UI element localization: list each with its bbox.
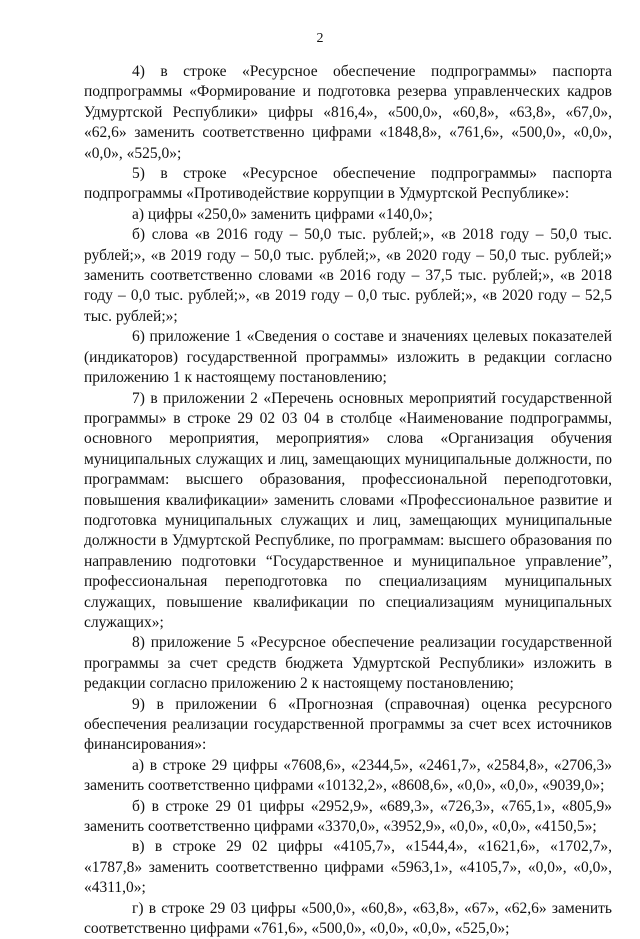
- paragraph-item-6: 6) приложение 1 «Сведения о составе и значениях целевых показателей (индикаторов) государственной программы» изложить в редакции согласно приложению 1 к настоящему постановлению;: [84, 328, 612, 387]
- page-number: 2: [316, 31, 324, 46]
- paragraph-subitem-9a: а) в строке 29 цифры «7608,6», «2344,5», «2461,7», «2584,8», «2706,3» заменить соответственно цифрами «10132,2», «8608,6», «0,0», «0,0», «9039,0»;: [84, 756, 612, 795]
- paragraph-subitem-9b: б) в строке 29 01 цифры «2952,9», «689,3», «726,3», «765,1», «805,9» заменить соответственно цифрами «3370,0», «3952,9», «0,0», «0,0», «4150,5»;: [84, 797, 612, 836]
- paragraph-item-5: 5) в строке «Ресурсное обеспечение подпрограммы» паспорта подпрограммы «Противодействие коррупции в Удмуртской Республике»:: [84, 165, 612, 203]
- paragraph-subitem-9g: г) в строке 29 03 цифры «500,0», «60,8», «63,8», «67», «62,6» заменить соответственно цифрами «761,6», «500,0», «0,0», «0,0», «525,0»;: [84, 899, 612, 938]
- paragraph-item-8: 8) приложение 5 «Ресурсное обеспечение реализации государственной программы за счет средств бюджета Удмуртской Республики» изложить в редакции согласно приложению 2 к настоящему постановлению;: [84, 634, 612, 693]
- paragraph-subitem-5b: б) слова «в 2016 году – 50,0 тыс. рублей;», «в 2018 году – 50,0 тыс. рублей;», «в 2019 году – 50,0 тыс. рублей;», «в 2020 году – 50,0 тыс. рублей;» заменить соответственно словами «в 2016 году – 37,5 тыс. рублей;», «в 2018 году – 0,0 тыс. рублей;», «в 2019 году – 0,0 тыс. рублей;», «в 2020 году – 52,5 тыс. рублей;»;: [84, 226, 612, 325]
- paragraph-item-9: 9) в приложении 6 «Прогнозная (справочная) оценка ресурсного обеспечения реализации государственной программы за счет всех источников финансирования»:: [84, 695, 612, 754]
- document-body: [84, 62, 612, 939]
- paragraph-subitem-9v: в) в строке 29 02 цифры «4105,7», «1544,4», «1621,6», «1702,7», «1787,8» заменить соответственно цифрами «5963,1», «4105,7», «0,0», «0,0», «4311,0»;: [84, 838, 612, 897]
- paragraph-item-4: 4) в строке «Ресурсное обеспечение подпрограммы» паспорта подпрограммы «Формирование и подготовка резерва управленческих кадров Удмуртской Республики» цифры «816,4», «500,0», «60,8», «63,8», «67,0», «62,6» заменить соответственно цифрами «1848,8», «761,6», «500,0», «0,0», «0,0», «525,0»;: [84, 63, 612, 162]
- paragraph-item-7: 7) в приложении 2 «Перечень основных мероприятий государственной программы» в строке 29 02 03 04 в столбце «Наименование подпрограммы, основного мероприятия, мероприятия» слова «Организация обучения муниципальных служащих и лиц, замещающих муниципальные должности, по программам: высшего образования, профессиональной переподготовки, повышения квалификации» заменить словами «Профессиональное развитие и подготовка муниципальных служащих и лиц, замещающих муниципальные должности в Удмуртской Республике, по программам: высшего образования по направлению подготовки “Государственное и муниципальное управление”, профессиональная переподготовка по специализациям муниципальных служащих, повышение квалификации по специализациям муниципальных служащих»;: [84, 389, 612, 631]
- paragraph-subitem-5a: а) цифры «250,0» заменить цифрами «140,0»;: [132, 205, 433, 223]
